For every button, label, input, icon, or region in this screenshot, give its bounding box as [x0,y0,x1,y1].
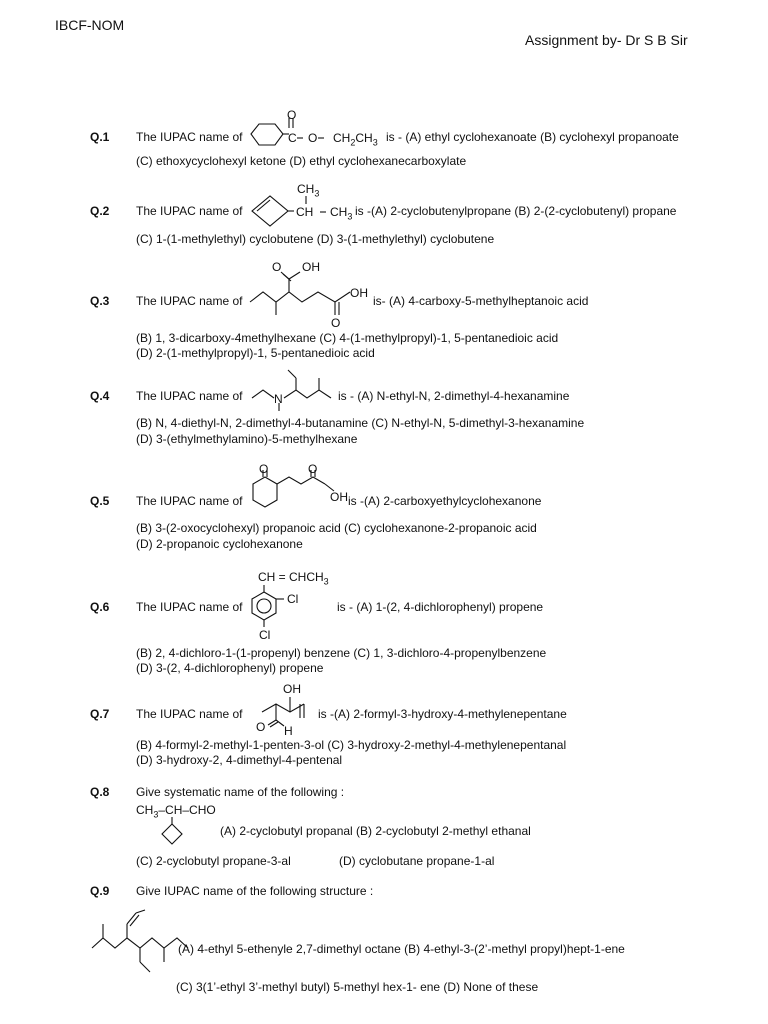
question-number: Q.4 [90,389,110,403]
question-number: Q.8 [90,785,110,799]
question-tail: is - (A) ethyl cyclohexanoate (B) cyclohexyl propanoate [386,130,679,144]
acid-oxygen: O [308,462,318,476]
question-number: Q.9 [90,884,110,898]
aldehyde-hydrogen: H [284,724,293,738]
question-tail: is -(A) 2-cyclobutenylpropane (B) 2-(2-cyclobutenyl) propane [355,204,677,218]
acid-hydroxyl: OH [330,490,348,504]
question-options-line2: (B) 3-(2-oxocyclohexyl) propanoic acid (C) cyclohexanone-2-propanoic acid [136,521,537,535]
hydroxyl-group: OH [283,682,301,696]
option-c: (C) 2-cyclobutyl propane-3-al [136,854,291,868]
question-prefix: The IUPAC name of [136,130,243,144]
question-options-line3: (D) 2-(1-methylpropyl)-1, 5-pentanedioic acid [136,346,375,360]
acid-oxygen-bottom: O [331,316,341,330]
question-number: Q.7 [90,707,110,721]
methyl-right: $CH_3$ [330,205,353,222]
ch-label: CH [296,205,314,219]
question-number: Q.2 [90,204,110,218]
carbon-label: C [288,131,297,145]
question-prefix: The IUPAC name of [136,494,243,508]
question-prefix: Give systematic name of the following : [136,785,345,799]
question-options-line2: (B) 4-formyl-2-methyl-1-penten-3-ol (C) 3-hydroxy-2-methyl-4-methylenepentanal [136,738,567,752]
carbonyl-oxygen: O [287,108,297,122]
question-options-line2: (C) ethoxycyclohexyl ketone (D) ethyl cyclohexanecarboxylate [136,154,467,168]
question-options-line3: (D) 3-hydroxy-2, 4-dimethyl-4-pentenal [136,753,343,767]
chloro-ortho: Cl [287,592,299,606]
aldehyde-oxygen: O [256,720,266,734]
propenyl-group: CH = $CHCH_3$ [258,570,329,587]
question-prefix: Give IUPAC name of the following structure : [136,884,374,898]
question-tail: is - (A) N-ethyl-N, 2-dimethyl-4-hexanamine [338,389,570,403]
question-prefix: The IUPAC name of [136,600,243,614]
formula-q8: $CH_3-CH$–CHO [136,803,216,820]
question-tail: is - (A) 1-(2, 4-dichlorophenyl) propene [337,600,544,614]
question-number: Q.5 [90,494,110,508]
question-options-line2: (B) N, 4-diethyl-N, 2-dimethyl-4-butanamine (C) N-ethyl-N, 5-dimethyl-3-hexanamine [136,416,585,430]
option-d: (D) cyclobutane propane-1-al [339,854,495,868]
question-number: Q.1 [90,130,110,144]
acid-hydroxyl-top: OH [302,260,320,274]
acid-oxygen-top: O [272,260,282,274]
question-options-line3: (D) 3-(2, 4-dichlorophenyl) propene [136,661,324,675]
ethyl-group: $CH_2CH_3$ [333,131,378,148]
question-prefix: The IUPAC name of [136,389,243,403]
options-ab: (A) 4-ethyl 5-ethenyle 2,7-dimethyl octane (B) 4-ethyl-3-(2’-methyl propyl)hept-1-ene [178,942,625,956]
question-number: Q.6 [90,600,110,614]
header-left: IBCF-NOM [55,17,125,33]
question-prefix: The IUPAC name of [136,204,243,218]
question-options-line2: (C) 1-(1-methylethyl) cyclobutene (D) 3-(1-methylethyl) cyclobutene [136,232,495,246]
question-tail: is -(A) 2-carboxyethylcyclohexanone [348,494,542,508]
methyl-top: $CH_3$ [297,182,320,199]
acid-hydroxyl-right: OH [350,286,368,300]
options-cd: (C) 3(1’-ethyl 3’-methyl butyl) 5-methyl hex-1- ene (D) None of these [176,980,539,994]
chloro-para: Cl [259,628,271,642]
ketone-oxygen: O [259,462,269,476]
question-tail: is -(A) 2-formyl-3-hydroxy-4-methylenepentane [318,707,567,721]
question-prefix: The IUPAC name of [136,707,243,721]
question-prefix: The IUPAC name of [136,294,243,308]
question-tail: is- (A) 4-carboxy-5-methylheptanoic acid [373,294,589,308]
question-options-line3: (D) 2-propanoic cyclohexanone [136,537,303,551]
oxygen-label: O [308,131,318,145]
question-options-line2: (B) 1, 3-dicarboxy-4methylhexane (C) 4-(1-methylpropyl)-1, 5-pentanedioic acid [136,331,559,345]
options-ab: (A) 2-cyclobutyl propanal (B) 2-cyclobutyl 2-methyl ethanal [220,824,531,838]
question-options-line3: (D) 3-(ethylmethylamino)-5-methylhexane [136,432,358,446]
nitrogen-atom: N [274,392,283,406]
question-options-line2: (B) 2, 4-dichloro-1-(1-propenyl) benzene (C) 1, 3-dichloro-4-propenylbenzene [136,646,547,660]
header-right: Assignment by- Dr S B Sir [525,32,688,48]
question-number: Q.3 [90,294,110,308]
